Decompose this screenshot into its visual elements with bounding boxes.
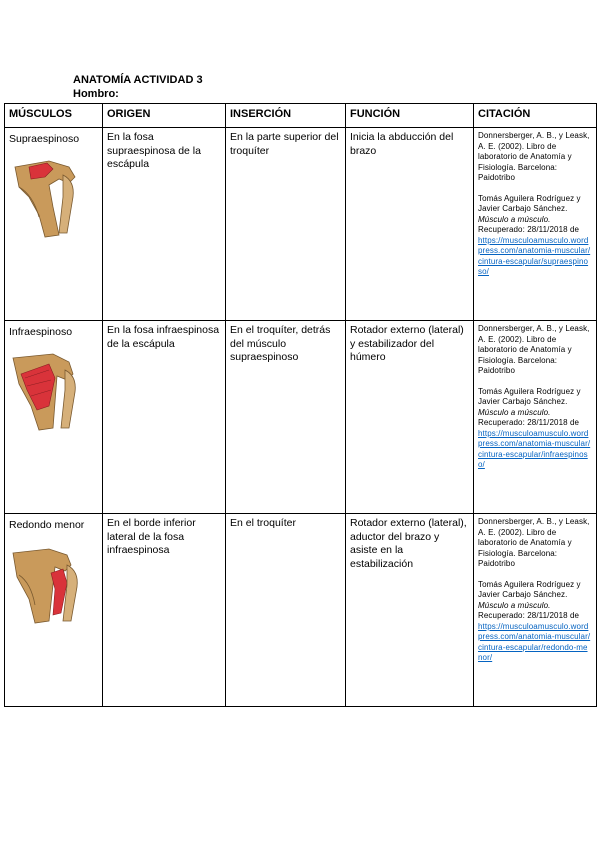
table-row [5, 128, 597, 321]
citation-book: Donnersberger, A. B., y Leask, A. E. (2002). Libro de laboratorio de Anatomía y Fisiología. Barcelona: Paidotribo [478, 324, 590, 375]
citation-cell [474, 321, 597, 514]
origin-cell: En la fosa infraespinosa de la escápula [103, 321, 226, 514]
citation-cell [474, 514, 597, 707]
muscle-cell [5, 514, 103, 707]
muscle-cell [5, 128, 103, 321]
header-citacion: CITACIÓN [474, 104, 597, 128]
header-musculos: MÚSCULOS [5, 104, 103, 128]
citation-retrieved: Recuperado: 28/11/2018 de [478, 225, 580, 234]
table-row [5, 321, 597, 514]
citation-link[interactable]: https://musculoamusculo.wordpress.com/anatomia-muscular/cintura-escapular/supraespinoso/ [478, 235, 591, 276]
citation-book: Donnersberger, A. B., y Leask, A. E. (2002). Libro de laboratorio de Anatomía y Fisiología. Barcelona: Paidotribo [478, 131, 590, 182]
origin-cell: En el borde inferior lateral de la fosa infraespinosa [103, 514, 226, 707]
function-cell: Rotador externo (lateral), aductor del brazo y asiste en la estabilización [346, 514, 474, 707]
subtitle-text: Hombro: [73, 88, 119, 100]
insertion-cell: En el troquíter [226, 514, 346, 707]
citation-authors: Tomás Aguilera Rodríguez y Javier Carbajo Sánchez. [478, 386, 581, 406]
muscle-name: Supraespinoso [9, 133, 80, 145]
supraespinoso-shoulder-image [9, 157, 81, 239]
citation-link[interactable]: https://musculoamusculo.wordpress.com/anatomia-muscular/cintura-escapular/redondo-menor/ [478, 621, 591, 662]
citation-authors: Tomás Aguilera Rodríguez y Javier Carbajo Sánchez. [478, 579, 581, 599]
muscles-table [4, 103, 597, 707]
muscle-name: Infraespinoso [9, 326, 73, 338]
muscle-name: Redondo menor [9, 519, 85, 531]
header-origen: ORIGEN [103, 104, 226, 128]
function-cell: Inicia la abducción del brazo [346, 128, 474, 321]
citation-book: Donnersberger, A. B., y Leask, A. E. (2002). Libro de laboratorio de Anatomía y Fisiología. Barcelona: Paidotribo [478, 517, 590, 568]
header-funcion: FUNCIÓN [346, 104, 474, 128]
origin-cell: En la fosa supraespinosa de la escápula [103, 128, 226, 321]
citation-title: Músculo a músculo. [478, 600, 551, 610]
citation-cell [474, 128, 597, 321]
citation-title: Músculo a músculo. [478, 214, 551, 224]
redondo-menor-shoulder-image [9, 543, 81, 625]
citation-title: Músculo a músculo. [478, 407, 551, 417]
muscle-cell [5, 321, 103, 514]
citation-authors: Tomás Aguilera Rodríguez y Javier Carbajo Sánchez. [478, 193, 581, 213]
header-insercion: INSERCIÓN [226, 104, 346, 128]
title-text: ANATOMÍA ACTIVIDAD 3 [73, 74, 203, 86]
table-header-row [5, 104, 597, 128]
insertion-cell: En el troquíter, detrás del músculo supraespinoso [226, 321, 346, 514]
document-title [73, 73, 203, 101]
citation-retrieved: Recuperado: 28/11/2018 de [478, 418, 580, 427]
table-row [5, 514, 597, 707]
function-cell: Rotador externo (lateral) y estabilizador del húmero [346, 321, 474, 514]
infraespinoso-shoulder-image [9, 350, 81, 432]
citation-retrieved: Recuperado: 28/11/2018 de [478, 611, 580, 620]
citation-link[interactable]: https://musculoamusculo.wordpress.com/anatomia-muscular/cintura-escapular/infraespinoso/ [478, 428, 591, 469]
insertion-cell: En la parte superior del troquíter [226, 128, 346, 321]
